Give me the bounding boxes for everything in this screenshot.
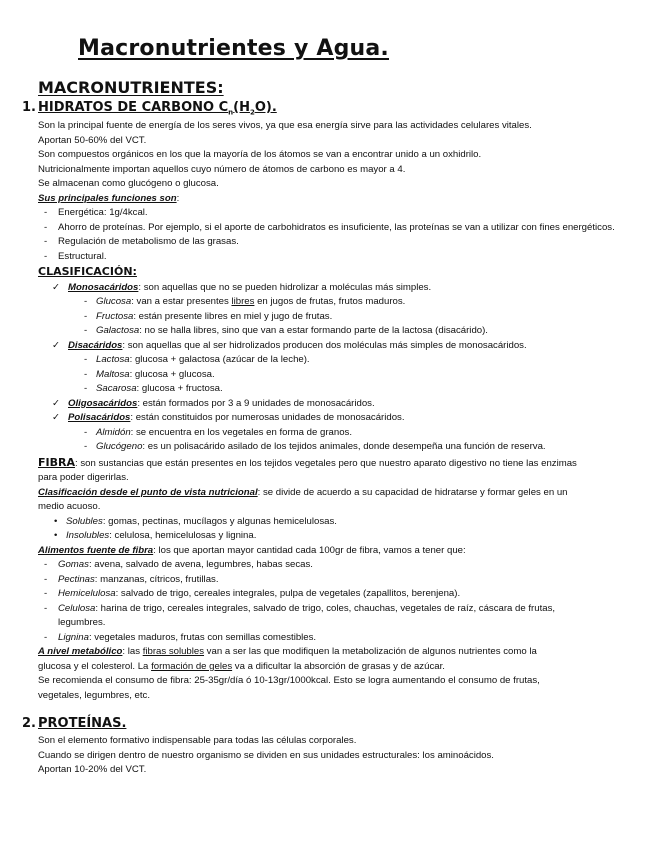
paragraph: Son el elemento formativo indispensable para todas las células corporales. <box>38 735 357 746</box>
list-item: - Celulosa: harina de trigo, cereales integrales, salvado de trigo, coles, chauchas, vegetales de raíz, cáscara de frutas, <box>44 602 556 614</box>
paragraph: glucosa y el colesterol. La formación de geles va a dificultar la absorción de grasas y de azúcar. <box>38 660 445 672</box>
paragraph: Se almacenan como glucógeno o glucosa. <box>38 178 219 189</box>
list-item: - Lactosa: glucosa + galactosa (azúcar de la leche). <box>84 354 310 365</box>
fibra-clasif: Clasificación desde el punto de vista nutricional: se divide de acuerdo a su capacidad de hidratarse y formar geles en un <box>38 486 568 498</box>
funciones-heading: Sus principales funciones son: <box>38 192 180 204</box>
list-item: - Glucógeno: es un polisacárido asilado de los tejidos animales, donde desempeña una función de reserva. <box>84 441 546 452</box>
list-item: - Gomas: avena, salvado de avena, legumbres, habas secas. <box>44 559 313 570</box>
list-item: ✓ Disacáridos: son aquellas que al ser hidrolizados producen dos moléculas más simples de monosacáridos. <box>52 339 527 351</box>
proteinas-body <box>38 734 637 778</box>
list-item: - Lignina: vegetales maduros, frutas con semillas comestibles. <box>44 631 317 643</box>
list-item: - Fructosa: están presente libres en miel y jugo de frutas. <box>84 310 333 322</box>
list-item: - Regulación de metabolismo de las grasas. <box>44 236 239 247</box>
document-title: Macronutrientes y Agua. <box>78 36 389 61</box>
hidratos-body <box>38 119 637 703</box>
section-label: HIDRATOS DE CARBONO $C_n(H_2O)$. <box>38 100 277 117</box>
section-number: 1. <box>22 100 36 115</box>
list-item: • Insolubles: celulosa, hemicelulosas y lignina. <box>54 530 257 541</box>
section-heading-macronutrientes: MACRONUTRIENTES: <box>38 78 224 97</box>
list-item: ✓ Monosacáridos: son aquellas que no se pueden hidrolizar a moléculas más simples. <box>52 281 432 293</box>
list-item: - Estructural. <box>44 250 107 262</box>
list-item-continuation: legumbres. <box>58 617 106 628</box>
section-number: 2. <box>22 716 36 731</box>
list-item: - Energética: 1g/4kcal. <box>44 207 148 218</box>
paragraph: Se recomienda el consumo de fibra: 25-35gr/día ó 10-13gr/1000kcal. Esto se logra aumentando el consumo de frutas, <box>38 675 540 686</box>
list-item: - Galactosa: no se halla libres, sino que van a estar formando parte de la lactosa (disacárido). <box>84 325 488 336</box>
list-item: - Pectinas: manzanas, cítricos, frutillas. <box>44 573 219 585</box>
list-item: - Maltosa: glucosa + glucosa. <box>84 368 215 380</box>
fibra-paragraph: FIBRA: son sustancias que están presentes en los tejidos vegetales pero que nuestro aparato digestivo no tiene las enzimas <box>38 455 577 469</box>
section-heading-proteinas <box>22 716 126 731</box>
list-item: - Sacarosa: glucosa + fructosa. <box>84 383 223 394</box>
section-heading-hidratos <box>22 100 277 115</box>
list-item: - Almidón: se encuentra en los vegetales en forma de granos. <box>84 426 352 438</box>
list-item: - Hemicelulosa: salvado de trigo, cereales integrales, pulpa de vegetales (zapallitos, berenjena). <box>44 588 461 599</box>
list-item: - Ahorro de proteínas. Por ejemplo, si el aporte de carbohidratos es insuficiente, las proteínas se van a utilizar con fines energéticos. <box>44 221 615 233</box>
paragraph: Cuando se dirigen dentro de nuestro organismo se dividen en sus unidades estructurales: los aminoácidos. <box>38 749 494 761</box>
list-item: • Solubles: gomas, pectinas, mucílagos y algunas hemicelulosas. <box>54 515 337 527</box>
list-item: ✓ Oligosacáridos: están formados por 3 a 9 unidades de monosacáridos. <box>52 397 375 409</box>
fibra-alimentos: Alimentos fuente de fibra: los que aportan mayor cantidad cada 100gr de fibra, vamos a tener que: <box>38 544 466 556</box>
list-item: - Glucosa: van a estar presentes libres en jugos de frutas, frutos maduros. <box>84 296 406 307</box>
paragraph: Aportan 10-20% del VCT. <box>38 764 147 775</box>
list-item: ✓ Polisacáridos: están constituidos por numerosas unidades de monosacáridos. <box>52 412 405 423</box>
paragraph: Son la principal fuente de energía de los seres vivos, ya que esa energía sirve para las actividades celulares vitales. <box>38 120 532 131</box>
paragraph: Aportan 50-60% del VCT. <box>38 134 147 146</box>
paragraph: Nutricionalmente importan aquellos cuyo número de átomos de carbono es mayor a 4. <box>38 163 406 175</box>
fibra-metabolico: A nivel metabólico: las fibras solubles van a ser las que modifiquen la metabolización de algunos nutrientes como la <box>38 646 537 657</box>
paragraph: medio acuoso. <box>38 501 101 512</box>
paragraph: para poder digerirlas. <box>38 472 129 483</box>
paragraph: Son compuestos orgánicos en los que la mayoría de los átomos se van a encontrar unido a un oxhidrilo. <box>38 149 482 160</box>
clasificacion-heading: CLASIFICACIÓN: <box>38 265 137 278</box>
section-label: PROTEÍNAS. <box>38 716 127 731</box>
paragraph: vegetales, legumbres, etc. <box>38 689 150 701</box>
